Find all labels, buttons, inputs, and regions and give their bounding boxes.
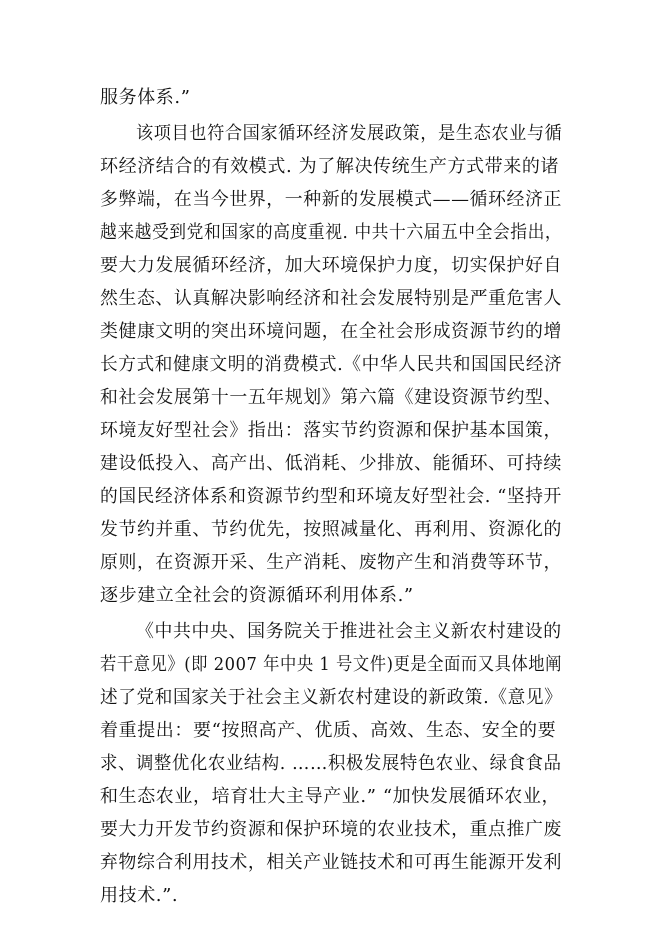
text-line: 类健康文明的突出环境问题，在全社会形成资源节约的增 [100,321,562,342]
text-line: 和社会发展第十一五年规划》第六篇《建设资源节约型、 [100,387,562,408]
text-line: 要大力发展循环经济，加大环境保护力度，切实保护好自 [100,255,562,276]
text-line: 多弊端，在当今世界，一种新的发展模式——循环经济正 [100,189,562,210]
text-line: 着重提出：要“按照高产、优质、高效、生态、安全的要 [100,720,557,741]
paragraph-start-line: 该项目也符合国家循环经济发展政策，是生态农业与循 [136,123,563,144]
text-line: 建设低投入、高产出、低消耗、少排放、能循环、可持续 [100,453,562,474]
text-line: 原则，在资源开采、生产消耗、废物产生和消费等环节， [100,552,562,573]
text-line: 然生态、认真解决影响经济和社会发展特别是严重危害人 [100,288,562,309]
text-line: 发节约并重、节约优先，按照减量化、再利用、资源化的 [100,519,562,540]
text-line: 述了党和国家关于社会主义新农村建设的新政策.《意见》 [100,687,563,708]
text-line: 逐步建立全社会的资源循环利用体系.” [100,585,414,606]
text-line: 用技术.”. [100,885,179,906]
text-line: 越来越受到党和国家的高度重视. 中共十六届五中全会指出， [100,222,563,243]
text-line: 环经济结合的有效模式. 为了解决传统生产方式带来的诸 [100,156,560,177]
text-line: 的国民经济体系和资源节约型和环境友好型社会. “坚持开 [100,486,562,507]
text-line: 长方式和健康文明的消费模式.《中华人民共和国国民经济 [100,354,563,375]
text-line: 弃物综合利用技术，相关产业链技术和可再生能源开发利 [100,852,562,873]
text-line: 求、调整优化农业结构. ……积极发展特色农业、绿食食品 [100,753,562,774]
text-line: 要大力开发节约资源和保护环境的农业技术，重点推广废 [100,819,562,840]
text-line: 环境友好型社会》指出：落实节约资源和保护基本国策， [100,420,562,441]
text-line: 服务体系.” [100,87,191,108]
text-line: 若干意见》(即 2007 年中央 1 号文件)更是全面而又具体地阐 [100,654,563,675]
text-line: 和生态农业，培育壮大主导产业.” “加快发展循环农业， [100,786,561,807]
paragraph-start-line: 《中共中央、国务院关于推进社会主义新农村建设的 [136,621,562,642]
